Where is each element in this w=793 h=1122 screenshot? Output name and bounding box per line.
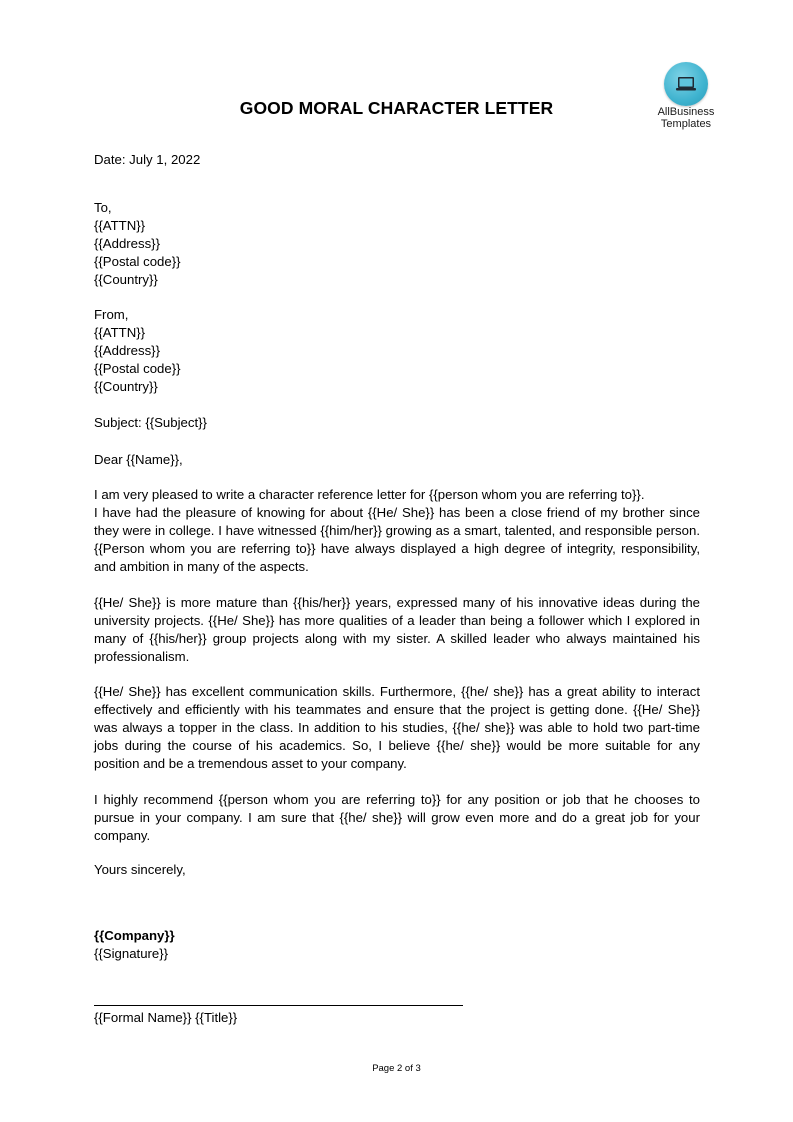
- to-attn: {{ATTN}}: [94, 218, 146, 233]
- from-label: From,: [94, 307, 129, 322]
- from-country: {{Country}}: [94, 379, 158, 394]
- subject-line: Subject: {{Subject}}: [94, 415, 207, 430]
- from-attn: {{ATTN}}: [94, 325, 146, 340]
- formal-name-title: {{Formal Name}} {{Title}}: [94, 1010, 238, 1025]
- paragraph-recommendation: I highly recommend {{person whom you are referring to}} for any position or job that he chooses to pursue in your company. I am sure that {{he/ she}} will grow even more and do a great job for your company.: [94, 792, 700, 843]
- from-address: {{Address}}: [94, 343, 160, 358]
- paragraph-communication: {{He/ She}} has excellent communication skills. Furthermore, {{he/ she}} has a great ability to interact effectively and efficiently with his teammates and ensure that the project is getting done. {{He/ She}} was always a topper in the class. In addition to his studies, {{he/ she}} was able to hold two part-time jobs during the course of his academics. So, I believe {{he/ she}} would be more suitable for any position and be a tremendous asset to your company.: [94, 684, 700, 771]
- signature-line: [94, 1005, 463, 1006]
- to-country: {{Country}}: [94, 272, 158, 287]
- logo-text-line1: AllBusiness: [657, 106, 715, 118]
- to-postal-code: {{Postal code}}: [94, 254, 181, 269]
- paragraph-maturity: {{He/ She}} is more mature than {{his/her}} years, expressed many of his innovative ideas during the university projects. {{He/ She}} has more qualities of a leader than being a follower which I explored in many of {{his/her}} group projects along with my sister. A skilled leader who always maintained his professionalism.: [94, 595, 700, 664]
- greeting: Dear {{Name}},: [94, 452, 183, 467]
- logo-text-line2: Templates: [660, 118, 712, 130]
- page-number: Page 2 of 3: [372, 1063, 421, 1074]
- to-address: {{Address}}: [94, 236, 160, 251]
- closing: Yours sincerely,: [94, 862, 186, 877]
- paragraph-intro: I am very pleased to write a character reference letter for {{person whom you are referring to}}.: [94, 487, 645, 502]
- signature-placeholder: {{Signature}}: [94, 946, 169, 961]
- paragraph-friendship: I have had the pleasure of knowing for about {{He/ She}} has been a close friend of my brother since they were in college. I have witnessed {{him/her}} growing as a smart, talented, and responsible person. {{Person whom you are referring to}} have always displayed a high degree of integrity, responsibility, and ambition in many of the aspects.: [94, 505, 700, 574]
- from-postal-code: {{Postal code}}: [94, 361, 181, 376]
- to-label: To,: [94, 200, 112, 215]
- date-line: Date: July 1, 2022: [94, 152, 201, 167]
- company-placeholder: {{Company}}: [94, 928, 175, 943]
- allbusiness-templates-logo: [646, 62, 726, 130]
- letter-title: GOOD MORAL CHARACTER LETTER: [239, 98, 554, 118]
